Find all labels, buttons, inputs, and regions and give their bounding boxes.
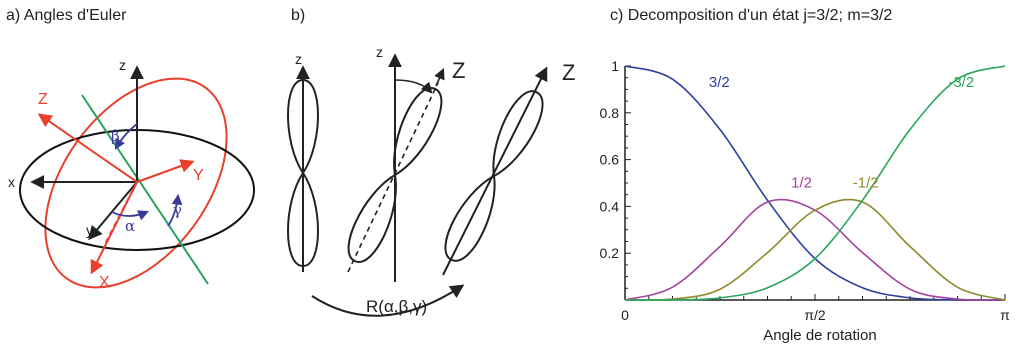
series-label: -1/2 (852, 174, 879, 192)
series-line-4 (625, 66, 1005, 300)
label-z: z (119, 57, 126, 73)
series-line-2 (625, 200, 1005, 301)
panel-a-title: a) Angles d'Euler (6, 7, 127, 24)
label-Y: Y (193, 167, 204, 184)
y-tick-label: 0.6 (599, 151, 619, 168)
orbital2-z-label: z (376, 44, 383, 60)
y-tick-label: 1 (611, 58, 619, 74)
label-gamma: γ (173, 201, 182, 219)
x-tick-label: 0 (621, 307, 629, 323)
label-alpha: α (125, 217, 136, 235)
panel-b (288, 7, 575, 316)
label-X: X (99, 274, 110, 291)
panel-b-title: b) (291, 7, 306, 24)
orbital1-z-label: z (295, 51, 302, 67)
chart-title: c) Decomposition d'un état j=3/2; m=3/2 (610, 7, 893, 24)
orbital3-Z-label: Z (562, 60, 576, 85)
label-beta: β (111, 127, 120, 145)
rotation-label: R(α,β,γ) (366, 297, 428, 316)
Y-axis (137, 162, 192, 182)
panel-a (6, 7, 264, 321)
panel-c (600, 7, 1011, 344)
chart-plot (600, 58, 1011, 344)
x-axis-label: Angle de rotation (763, 327, 877, 344)
y-tick-label: 0.4 (599, 198, 619, 215)
y-tick-label: 0.8 (599, 104, 619, 121)
y-tick-label: 0.2 (599, 245, 619, 262)
series-label: 1/2 (791, 174, 813, 192)
alpha-arc (112, 212, 147, 216)
orbital2-Z-label: Z (452, 58, 466, 83)
series-line-3 (625, 200, 1005, 301)
series-label: -3/2 (948, 74, 975, 92)
x-tick-label: π (1000, 307, 1010, 323)
series-label: 3/2 (708, 74, 730, 92)
label-y: y (86, 222, 93, 238)
orbital3-lobes (437, 85, 550, 267)
x-tick-label: π/2 (804, 307, 826, 323)
label-Z: Z (38, 91, 48, 108)
orbital2-Z-arrowhead (436, 70, 443, 86)
label-x: x (8, 174, 15, 190)
orbital2-Z-dashed (348, 83, 438, 272)
series-line-1 (625, 66, 1005, 300)
